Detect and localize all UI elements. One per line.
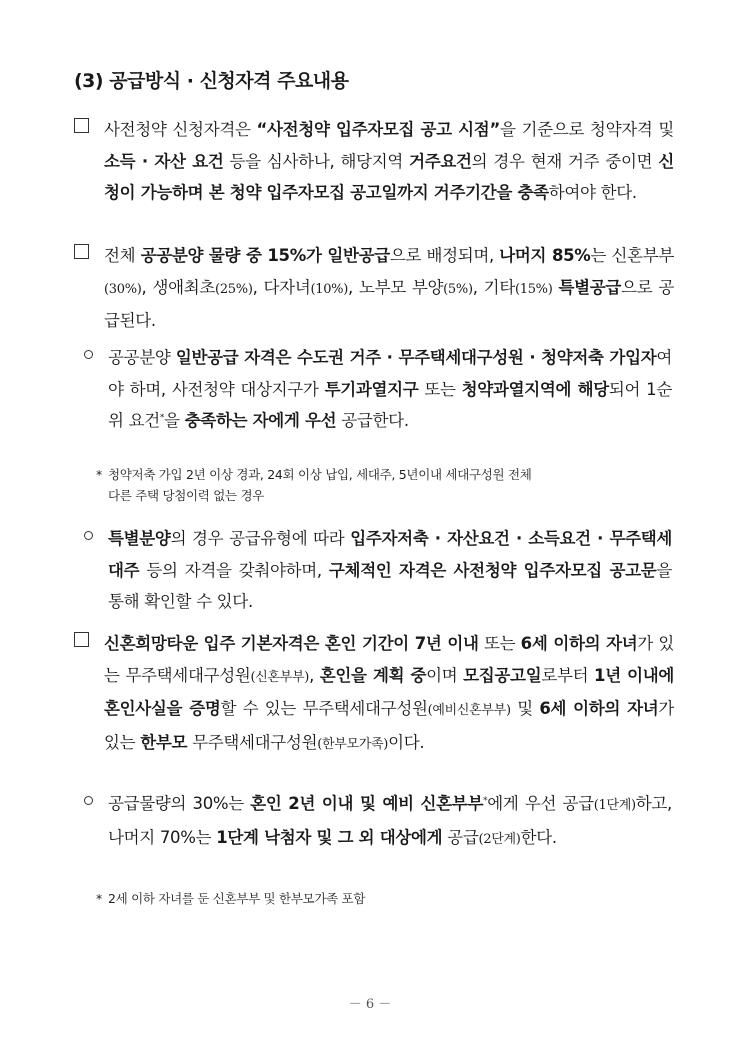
- paragraph-text: [108, 342, 672, 437]
- text-span: 또는: [478, 634, 521, 653]
- percent-note: (15%): [514, 281, 553, 297]
- square-bullet-icon: [74, 118, 89, 133]
- parenthetical-note: (예비신혼부부): [427, 703, 511, 718]
- text-span: 으로 배정되며,: [389, 246, 500, 265]
- percent-note: (30%): [104, 281, 142, 297]
- percent-note: (5%): [443, 281, 473, 297]
- text-span: 공공분양: [108, 348, 176, 367]
- bold-span: 신혼희망타운 입주 기본자격은 혼인 기간이 7년 이내: [104, 634, 479, 653]
- text-span: , 노부모 부양: [348, 277, 444, 297]
- text-span: 사전청약 신청자격은: [104, 120, 257, 139]
- text-span: , 다자녀: [252, 277, 311, 297]
- page-number: － 6 －: [348, 997, 392, 1012]
- section-heading: (3) 공급방식 · 신청자격 주요내용: [74, 70, 349, 92]
- bold-span: 공공분양 물량 중 15%가 일반공급: [140, 246, 390, 265]
- text-span: 이며: [426, 665, 464, 685]
- square-bullet-icon: [74, 632, 89, 647]
- text-span: ,: [309, 665, 320, 685]
- text-span: 는 신혼부부: [590, 246, 675, 265]
- parenthetical-note: (2단계): [478, 831, 521, 847]
- bold-span: 구체적인 자격은 사전청약 입주자모집 공고문: [328, 560, 657, 580]
- bold-span: 일반공급 자격은 수도권 거주 · 무주택세대구성원 · 청약저축 가입자: [175, 348, 657, 367]
- bold-span: 6세 이하의 자녀: [520, 634, 638, 653]
- text-span: 및: [510, 699, 540, 718]
- bold-span: 청약과열지역에 해당: [461, 379, 609, 399]
- text-span: 전체: [104, 246, 141, 265]
- footnote-line: 2세 이하 자녀를 둔 신혼부부 및 한부모가족 포함: [108, 891, 366, 906]
- parenthetical-note: (한부모가족): [317, 736, 389, 752]
- bold-span: “사전청약 입주자모집 공고 시점”: [256, 120, 500, 139]
- text-span: 되어 1순위 요건: [108, 379, 673, 430]
- text-span: 공급: [442, 827, 479, 847]
- circle-bullet-icon: [84, 796, 93, 805]
- text-span: 등의 자격을 갖춰야하며,: [139, 560, 329, 580]
- bold-span: 나머지 85%: [499, 246, 591, 265]
- footnote-2: [96, 888, 676, 909]
- bold-span: 소득 · 자산 요건: [104, 151, 224, 171]
- text-span: 으로 공급된다.: [104, 277, 674, 330]
- bold-span: 1단계 낙첨자 및 그 외 대상에게: [216, 827, 443, 847]
- bold-span: 특별분양: [108, 529, 171, 548]
- text-span: 무주택세대구성원: [187, 732, 318, 752]
- footnote-line: 청약저축 가입 2년 이상 경과, 24회 이상 납입, 세대주, 5년이내 세대구성원 전체: [108, 467, 532, 482]
- bullet-paragraph-2: [74, 240, 674, 337]
- text-span: 공급한다.: [336, 411, 409, 430]
- bold-span: 6세 이하의 자녀: [539, 699, 659, 718]
- bullet-paragraph-3: [74, 628, 674, 760]
- text-span: 가 있는: [104, 699, 675, 752]
- text-span: 을 통해 확인할 수 있다.: [108, 560, 672, 611]
- sub-bullet-paragraph-3: [72, 788, 672, 855]
- text-span: 또는: [418, 379, 462, 399]
- bold-span: 혼인을 계획 중: [319, 665, 427, 685]
- text-span: 이다.: [388, 732, 425, 752]
- text-span: 등을 심사하나, 해당지역: [223, 151, 410, 171]
- paragraph-text: [108, 788, 672, 855]
- text-span: 공급물량의 30%는: [108, 794, 251, 813]
- bold-span: 한부모: [140, 732, 188, 752]
- text-span: 한다.: [520, 827, 557, 847]
- circle-bullet-icon: [84, 531, 93, 540]
- footnote-marker: *: [159, 413, 165, 423]
- text-span: 여야 하며, 사전청약 대상지구가: [108, 348, 672, 399]
- text-span: , 기타: [472, 277, 515, 297]
- asterisk: *: [96, 467, 102, 482]
- text-span: 에게 우선 공급: [487, 794, 594, 813]
- bold-span: 입주자저축 · 자산요건 · 소득요건 · 무주택세대주: [108, 529, 672, 580]
- footnote-line: 다른 주택 당첨이력 없는 경우: [108, 488, 264, 503]
- parenthetical-note: (1단계): [593, 798, 636, 813]
- text-span: , 생애최초: [141, 277, 216, 297]
- bold-span: 혼인 2년 이내 및 예비 신혼부부: [250, 794, 484, 813]
- bold-span: 특별공급: [558, 277, 622, 297]
- paragraph-text: [104, 114, 674, 209]
- text-span: 을: [164, 411, 185, 430]
- bullet-paragraph-1: [74, 114, 674, 209]
- text-span: 하여야 한다.: [548, 183, 637, 202]
- percent-note: (10%): [310, 281, 349, 297]
- text-span: 을 기준으로 청약자격 및: [500, 120, 674, 139]
- footnote-1: [96, 464, 676, 506]
- text-span: 하고, 나머지 70%는: [108, 794, 672, 847]
- asterisk: *: [96, 891, 102, 906]
- parenthetical-note: (신혼부부): [250, 669, 310, 685]
- text-span: 의 경우 현재 거주 중이면: [471, 151, 659, 171]
- bold-span: 신청이 가능하며 본 청약 입주자모집 공고일까지 거주기간을 충족: [104, 151, 674, 202]
- footnote-marker: *: [483, 796, 488, 806]
- bold-span: 1년 이내에 혼인사실을 증명: [104, 665, 674, 718]
- sub-bullet-paragraph-1: [72, 342, 672, 437]
- bold-span: 충족하는 자에게 우선: [184, 411, 337, 430]
- paragraph-text: [108, 523, 672, 618]
- bold-span: 거주요건: [409, 151, 472, 171]
- text-span: 가 있는 무주택세대구성원: [104, 634, 674, 685]
- paragraph-text: [104, 240, 674, 337]
- paragraph-text: [104, 628, 674, 760]
- sub-bullet-paragraph-2: [72, 523, 672, 618]
- text-span: 로부터: [541, 665, 595, 685]
- square-bullet-icon: [74, 244, 89, 259]
- text-span: 의 경우 공급유형에 따라: [170, 529, 351, 548]
- bold-span: 투기과열지구: [324, 379, 419, 399]
- bold-span: 모집공고일: [463, 665, 542, 685]
- text-span: 할 수 있는 무주택세대구성원: [220, 699, 428, 718]
- circle-bullet-icon: [84, 350, 93, 359]
- percent-note: (25%): [215, 281, 253, 297]
